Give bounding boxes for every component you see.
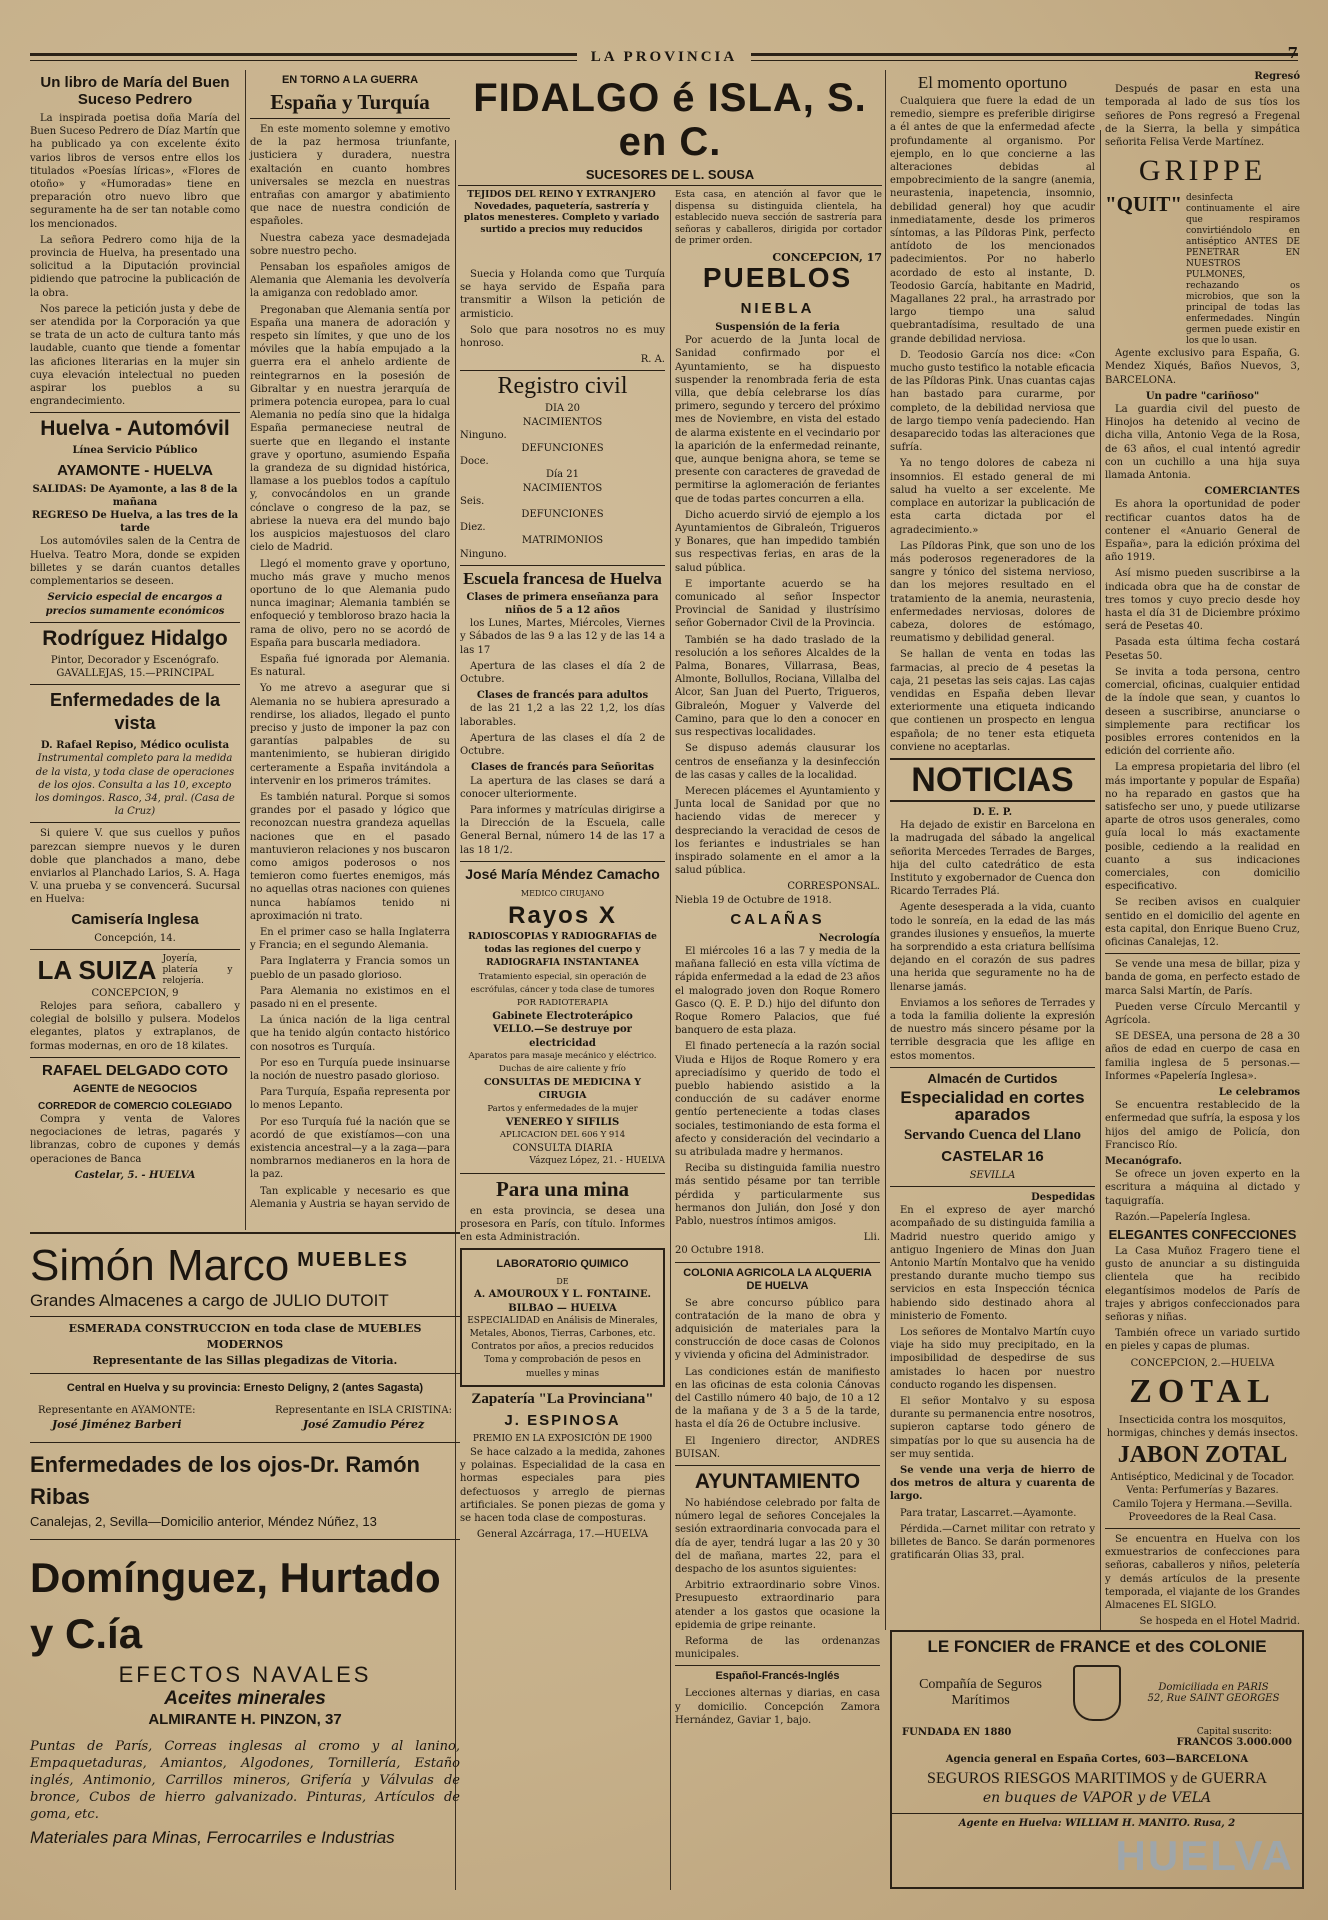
ad-text: Las condiciones están de manifiesto en las oficinas de esta colonia Cánovas del Castillo número 40 bajo, de 10 a 12 de la mañana y de 3 a 5 de la tarde, hasta el día 26 de Octubre inclusive. bbox=[675, 1366, 880, 1431]
divider bbox=[460, 861, 665, 862]
article-paragraph: Ya no tengo dolores de cabeza ni insomnios. El estado general de mi salud ha vuelto a ser excelente. Me complace en autorizar la publicación de esta carta dictada por el agradecimiento.» bbox=[890, 458, 1095, 536]
registry-value: Seis. bbox=[460, 495, 485, 507]
ad-text: Se vende una verja de hierro de dos metros de altura y cuarenta de largo. bbox=[890, 1465, 1095, 1503]
article-paragraph: Solo que para nosotros no es muy honroso. bbox=[460, 324, 665, 350]
ad-header bbox=[30, 954, 240, 987]
ad-text: los Lunes, Martes, Miércoles, Viernes y Sábados de las 9 a las 12 y de las 14 a las 17 bbox=[460, 618, 665, 656]
column-5 bbox=[890, 70, 1095, 1630]
masthead-title: LA PROVINCIA bbox=[590, 48, 738, 65]
ad-headline: Mecanógrafo. bbox=[1105, 1156, 1182, 1167]
article-signature: CORRESPONSAL. bbox=[787, 881, 880, 893]
ad-body bbox=[892, 1659, 1302, 1727]
ad-rep-label: Representante en AYAMONTE: bbox=[38, 1405, 196, 1416]
column-divider bbox=[245, 70, 246, 1230]
ad-text: Gabinete Electroterápico bbox=[492, 1011, 633, 1023]
article-paragraph: Reforma de las ordenanzas municipales. bbox=[675, 1636, 880, 1661]
article-paragraph: También se ha dado traslado de la resolución a los señores Alcaldes de la Palma, Bonares, Villarrasa, Beas, Almonte, Bollullos, Rociana, Villalba del Alcor, San Juan del Puerto, Trigueros, Gibraleón, Moguer y Valverde del Camino, para que lo den a conocer en sus respectivas localidades. bbox=[675, 634, 880, 739]
ad-text: Puntas de París, Correas inglesas al cromo y al lanino, Empaquetaduras, Amiantos, Algodones, Tornillería, Estaño inglés, Antimonio, Carrillos mineros, Grifería y Válvulas de bronce, Cubos de hierro galvanizado. Pinturas, Artículos de goma, etc. bbox=[30, 1739, 460, 1822]
article-headline: Regresó bbox=[1254, 71, 1300, 82]
ad-subtitle: EFECTOS NAVALES bbox=[118, 1662, 372, 1687]
article-headline: El momento oportuno bbox=[917, 73, 1068, 92]
town-headline: NIEBLA bbox=[740, 300, 815, 317]
article-paragraph: Se invita a toda persona, centro comercial, oficinas, cualquier entidad de la índole que sean, y cuantos lo deseen a suscribirse, anunciarse o simplemente para rectificar los posibles errores contenidos en la edición del corriente año. bbox=[1105, 666, 1300, 758]
article-paragraph: España fué ignorada por Alemania. Es natural. bbox=[250, 653, 450, 679]
divider bbox=[30, 822, 240, 823]
article-paragraph: Suecia y Holanda como que Turquía se haya servido de España para transmitir a Wilson la petición de armisticio. bbox=[460, 269, 665, 320]
ad-subtitle: MUEBLES bbox=[297, 1249, 409, 1271]
divider bbox=[30, 622, 240, 623]
article-paragraph: Yo me atrevo a asegurar que si Alemania no se hubiera apresurado a rendirse, los aliados, llegado el punto preciso y justo de imponer la paz con garantías palpables de su mantenimiento, se hubieran dirigido certeramente a España invitándola a intervenir en los primeros trámites. bbox=[250, 683, 450, 787]
ad-address: Castelar, 5. - HUELVA bbox=[74, 1169, 196, 1181]
ad-subtitle: Clases de francés para adultos bbox=[476, 690, 649, 702]
ad-text: El Ingeniero director, ANDRES BUISAN. bbox=[675, 1435, 880, 1460]
article-paragraph: La señora Pedrero como hija de la provincia de Huelva, ha presentado una solicitud a la Diputación provincial pidiendo que patrocine la publicación de la obra. bbox=[30, 234, 240, 299]
article-paragraph: Así mismo pueden suscribirse a la indicada obra que ha de constar de tres tomos y cuyo precio desde hoy hasta el día 31 de Diciembre próximo será de Pesetas 40. bbox=[1105, 568, 1300, 633]
ad-headline: ELEGANTES CONFECCIONES bbox=[1108, 1227, 1297, 1243]
registry-heading: DEFUNCIONES bbox=[521, 509, 604, 521]
section-headline: PUEBLOS bbox=[702, 262, 853, 293]
article-paragraph: Nos parece la petición justa y debe de ser atendida por la Corporación ya que se trata de un acto de cultura tanto más laudable, cuanto que tiende a fomentar las aficiones literarias en la mujer sin cuya elevación intelectual no pueden aspirar los pueblos a su engrandecimiento. bbox=[30, 303, 240, 408]
divider bbox=[460, 565, 665, 566]
ad-text: Grandes Almacenes a cargo de JULIO DUTOIT bbox=[30, 1291, 389, 1310]
ad-text: Antiséptico, Medicinal y de Tocador. Venta: Perfumerías y Bazares. bbox=[1110, 1472, 1295, 1497]
ad-text: FRANCOS 3.000.000 bbox=[1176, 1737, 1292, 1748]
divider bbox=[460, 370, 665, 371]
ad-subtitle: Clases de francés para Señoritas bbox=[470, 762, 655, 774]
article-paragraph: En el expreso de ayer marchó acompañado de su distinguida familia a Madrid nuestro querido amigo y antiguo Ingeniero de Minas don Juan Antonio Martín Montalvo que ha venido prestando durante mucho tiempo sus servicios en esta Inspección técnica habiendo sido destinado ahora al ministerio de Fomento. bbox=[890, 1205, 1095, 1322]
ad-text: Insecticida contra los mosquitos, hormigas, chinches y demás insectos. bbox=[1106, 1414, 1299, 1440]
ad-headline: GRIPPE bbox=[1138, 154, 1267, 188]
ad-headline: Almacén de Curtidos bbox=[927, 1070, 1058, 1086]
ad-text: desinfecta continuamente el aire que respiramos convirtiéndolo en antiséptico ANTES DE PENETRAR EN NUESTROS PULMONES, rechazando os microbios, que son la principal de todas las enfermedades. Ningún germen puede existir en los que lo usan. bbox=[1186, 193, 1300, 347]
ad-headline: José María Méndez Camacho bbox=[465, 865, 660, 882]
ad-text: ESPECIALIDAD en Análisis de Minerales, Metales, Abonos, Tierras, Carbones, etc. bbox=[467, 1315, 658, 1339]
archive-stamp: HUELVA bbox=[1115, 1832, 1294, 1879]
ad-text: ESMERADA CONSTRUCCION en toda clase de MUEBLES MODERNOS bbox=[68, 1322, 422, 1351]
article-paragraph: Arbitrio extraordinario sobre Vinos. Presupuesto extraordinario para atender a los gastos que ocasione la epidemia de gripe reinante. bbox=[675, 1580, 880, 1631]
article-paragraph: Dicho acuerdo sirvió de ejemplo a los Ayuntamientos de Gibraleón, Trigueros y Bonares, que han impedido también sus respectivas ferias, en aras de la salud pública. bbox=[675, 509, 880, 574]
ad-text: Aparatos para masaje mecánico y eléctrico. Duchas de aire caliente y frío bbox=[468, 1050, 657, 1074]
ad-headline: FIDALGO é ISLA, S. en C. bbox=[473, 76, 867, 164]
ad-text: Agente exclusivo para España, G. Mendez Xiqués, Baños Nuevos, 3, BARCELONA. bbox=[1105, 348, 1300, 386]
article-paragraph: Pregonaban que Alemania sentía por España una manera de adoración y respeto sin límites, y que uno de los móviles que la había empujado a la guerra era el anhelo ardiente de reintegrarnos en la posesión de Gibraltar y en nuestra jerarquía de primera potencia europea, para lo cual Alemania no pedía sino que la hidalga España permaneciese neutral de suerte que en llegando el instante grave y oportuno, asumiendo España la grandeza de su dignidad histórica, llamase a los pueblos todos a capítulo y, convocándolos en un grande cónclave o congreso de la paz, se abriese la nueva era del mundo bajo los auspicios majestuosos del claro cielo de Madrid. bbox=[250, 304, 450, 554]
ad-text: Se hace calzado a la medida, zahones y polainas. Especialidad de la casa en hormas especiales para pies defectuosos y arreglo de piernas artificiales. Se ponen piezas de goma y se hacen toda clase de composturas. bbox=[460, 1447, 665, 1525]
article-paragraph: Merecen plácemes el Ayuntamiento y Junta local de Sanidad por que no haciendo vidas de merecer y despreciando la veracidad de cesos de los feriantes e industriales se han inspirado solamente en el amor a la salud pública. bbox=[675, 785, 880, 877]
divider bbox=[30, 1057, 240, 1058]
divider bbox=[30, 949, 240, 950]
article-date: 20 Octubre 1918. bbox=[675, 1245, 765, 1257]
ad-text: Domiciliada en PARIS bbox=[1158, 1682, 1269, 1693]
ad-text: 52, Rue SAINT GEORGES bbox=[1147, 1693, 1280, 1704]
article-headline: España y Turquía bbox=[270, 90, 430, 114]
registry-heading: MATRIMONIOS bbox=[521, 535, 604, 547]
ad-address: General Azcárraga, 17.—HUELVA bbox=[476, 1529, 649, 1541]
divider bbox=[890, 1067, 1095, 1068]
article-signature: R. A. bbox=[640, 354, 665, 366]
ad-text: Si quiere V. que sus cuellos y puños parezcan siempre nuevos y le duren doble que planchados a mano, debe enviarlos al Planchado Larios, S. A. Haga V. una prueba y se convencerá. Sucursal en Huelva: bbox=[30, 828, 240, 906]
registry-value: Doce. bbox=[460, 456, 489, 468]
ad-subtitle: Joyería, platería y relojería. bbox=[162, 953, 233, 986]
ad-headline: Para una mina bbox=[495, 1176, 629, 1201]
ad-text: Apertura de las clases el día 2 de Octubre. bbox=[460, 660, 665, 686]
ad-subtitle: AGENTE de NEGOCIOS bbox=[72, 1082, 198, 1095]
ad-text: Compra y venta de Valores negociaciones de letras, pagarés y libranzas, cobro de cupones y demás operaciones de Banca bbox=[30, 1113, 240, 1165]
divider bbox=[30, 1539, 460, 1540]
registry-heading: NACIMIENTOS bbox=[522, 416, 603, 428]
column-divider bbox=[1100, 130, 1101, 1630]
ad-text: Instrumental completo para la medida de la vista, y toda clase de operaciones de los ojos. Consulta a las 10, excepto los domingos. Rasco, 34, pral. (Casa de la Cruz) bbox=[35, 753, 235, 818]
article-headline: Suspensión de la feria bbox=[715, 322, 840, 333]
ad-schedule: REGRESO De Huelva, a las tres de la tarde bbox=[31, 510, 239, 535]
ad-text: También ofrece un variado surtido en pieles y capas de plumas. bbox=[1105, 1328, 1300, 1353]
article-paragraph: Cualquiera que fuere la edad de un remedio, siempre es preferible dirigirse a él antes de que la enfermedad afecte profundamente al organismo. Por ejemplo, en lo que concierne a las alteraciones debidas al empobrecimiento de la sangre (anemia, neurastenia, inapetencia, insomnio, debilidad general) hoy que acudir inmediatamente, desde los primeros síntomas, a las Píldoras Pink, perfecto antídoto de los mencionados padecimientos. Por no haberlo acordado de esto al instante, D. Teodosio García, habitante en Madrid, Magallanes 22 pral., ha arrastrado por largo tiempo una salud quebrantadísima, resultado de una grande debilidad nerviosa. bbox=[890, 96, 1095, 345]
article-headline: COMERCIANTES bbox=[1204, 486, 1300, 498]
registry-value: Ninguno. bbox=[460, 548, 507, 560]
ad-text: Para tratar, Lascarret.—Ayamonte. bbox=[900, 1507, 1077, 1519]
article-paragraph: Agente desesperada a la vida, cuanto todo le sonreía, en la edad de las más grandes ilusiones y ensueños, la muerte ha sorprendido a esta criatura bellísima dejando en el corazón de sus padres una herida que seguramente no ha de llenarse jamás. bbox=[890, 902, 1095, 993]
ad-headline: Huelva - Automóvil bbox=[40, 417, 230, 441]
article-paragraph: Por acuerdo de la Junta local de Sanidad confirmado por el Ayuntamiento, se ha dispuesto suspender la renombrada feria de esta villa, que debía celebrarse los días primero, segundo y tercero del próximo mes de Noviembre, en vista del estado de alarma existente en el vecindario por la aparición de la enfermedad reinante, que, aunque benigna ahora, se teme se presente con caracteres de gravedad de permitirse la aglomeración de feriantes que de todas partes concurren a ella. bbox=[675, 335, 880, 505]
ad-rep bbox=[275, 1404, 452, 1432]
divider bbox=[1105, 1528, 1300, 1529]
article-paragraph: La empresa propietaria del libro (el más importante y popular de España) no ha reparado en gastos que ha satisfecho ser uno, y puede utilizarse aparte de otros usos generales, como guía local lo más exactamente posible, cediendo a la realidad en cuanto a sus indicaciones comerciales, con domicilio especificativo. bbox=[1105, 762, 1300, 893]
ad-text bbox=[675, 190, 882, 263]
article-paragraph: Se dispuso además clausurar los centros de enseñanza y la desinfección de las casas y calles de la localidad. bbox=[675, 743, 880, 781]
article-paragraph: Las Píldoras Pink, que son uno de los más poderosos regeneradores de la sangre y tónico del sistema nervioso, dan los mejores resultado en el tratamiento de la anemia, neurastenia, enfermedades nerviosas, dolores de cabeza, dolores de estómago, reumatismo y debilidad general. bbox=[890, 540, 1095, 645]
ad-text: Los automóviles salen de la Centra de Huelva. Teatro Mora, donde se expiden billetes y se darán cuantos detalles complementarios se deseen. bbox=[30, 536, 240, 588]
ad-subtitle: Clases de primera enseñanza para niños de 5 a 12 años bbox=[466, 591, 659, 617]
ad-subtitle: MEDICO CIRUJANO bbox=[520, 888, 605, 898]
ad-schedule: SALIDAS: De Ayamonte, a las 8 de la mañana bbox=[32, 483, 238, 508]
article-headline: D. E. P. bbox=[972, 806, 1013, 818]
article-paragraph: Pasada esta última fecha costará Pesetas 50. bbox=[1105, 637, 1300, 662]
registry-date: Día 21 bbox=[545, 469, 580, 481]
divider bbox=[458, 185, 882, 186]
divider bbox=[675, 1665, 880, 1666]
ad-subtitle: J. ESPINOSA bbox=[504, 1411, 621, 1429]
ad-text bbox=[1177, 1727, 1292, 1748]
ad-text: Agencia general en España Cortes, 603—BARCELONA bbox=[945, 1754, 1249, 1765]
ad-text: Esta casa, en atención al favor que le dispensa su distinguida clientela, ha establecido nueva sección de sastrería para señoras y caballeros, dirigida por cortador de primer orden. bbox=[675, 190, 882, 246]
ad-reps bbox=[30, 1398, 460, 1432]
ad-text: Compañía de Seguros Marítimos bbox=[919, 1677, 1042, 1708]
divider bbox=[675, 1262, 880, 1263]
town-headline: CALAÑAS bbox=[730, 910, 825, 928]
ad-text: PREMIO EN LA EXPOSICIÓN DE 1900 bbox=[472, 1433, 653, 1444]
ad-text: Agente en Huelva: WILLIAM H. MANITO. Rusa, 2 bbox=[892, 1813, 1302, 1829]
ad-headline: RAFAEL DELGADO COTO bbox=[41, 1061, 229, 1079]
ad-headline: Enfermedades de los ojos-Dr. Ramón Ribas bbox=[30, 1452, 420, 1509]
ad-text: VENEREO Y SIFILIS bbox=[505, 1116, 620, 1128]
article-paragraph: Nuestra cabeza yace desmadejada sobre nuestro pecho. bbox=[250, 232, 450, 257]
ad-address: Canalejas, 2, Sevilla—Domicilio anterior, Méndez Núñez, 13 bbox=[30, 1514, 377, 1529]
ad-text: Pérdida.—Carnet militar con retrato y billetes de Banco. Se darán pormenores gratificarán Olias 33, pral. bbox=[890, 1523, 1095, 1562]
ad-text: CORREDOR de COMERCIO COLEGIADO bbox=[38, 1100, 232, 1112]
article-paragraph: Para Turquía, España representa por lo menos Lepanto. bbox=[250, 1087, 450, 1112]
ad-text: Toma y comprobación de pesos en muelles y minas bbox=[484, 1355, 641, 1379]
divider bbox=[890, 1186, 1095, 1187]
registry-heading: NACIMIENTOS bbox=[522, 482, 603, 494]
divider bbox=[30, 684, 240, 685]
ad-headline: Especialidad en cortes aparados bbox=[900, 1087, 1085, 1124]
ad-address: Vázquez López, 21. - HUELVA bbox=[529, 1156, 665, 1167]
ad-text: VELLO.—Se destruye por electricidad bbox=[493, 1024, 632, 1049]
ad-text: La Casa Muñoz Fragero tiene el gusto de anunciar a su distinguida clientela que ha recibido elegantísimos modelos de París de trajes y abrigos confeccionados para señoras y niñas. bbox=[1105, 1246, 1300, 1324]
ad-text: TEJIDOS DEL REINO Y EXTRANJERO Novedades, paquetería, sastrería y platos menesteres. Completo y variado surtido a precios muy reducidos bbox=[463, 190, 660, 235]
divider bbox=[30, 1316, 460, 1317]
ad-text: Razón.—Papelería Inglesa. bbox=[1115, 1211, 1251, 1223]
ad-text: SE DESEA, una persona de 28 a 30 años de edad en cuerpo de casa en familia inglesa de 5 personas.—Informes «Papelería Inglesa». bbox=[1105, 1031, 1300, 1082]
article-date: Niebla 19 de Octubre de 1918. bbox=[675, 894, 832, 906]
article-paragraph: Los señores de Montalvo Martín cuyo viaje ha sido muy precipitado, en la imposibilidad de despedirse de sus amistades lo hacen por nuestro conducto rogando les dispensen. bbox=[890, 1327, 1095, 1391]
divider bbox=[675, 1465, 880, 1466]
ad-text: La apertura de las clases se dará a conocer ulteriormente. bbox=[460, 775, 665, 800]
ad-address: CONCEPCION, 2.—HUELVA bbox=[1130, 1357, 1275, 1369]
ad-text: A. AMOUROUX Y L. FONTAINE. bbox=[473, 1289, 652, 1301]
ad-rep bbox=[38, 1404, 196, 1432]
column-divider bbox=[885, 70, 886, 1630]
ad-text: CONSULTA DIARIA bbox=[512, 1143, 613, 1155]
ad-body bbox=[458, 190, 882, 263]
article-paragraph: Por eso en Turquía puede insinuarse la noción de nuestro pasado glorioso. bbox=[250, 1057, 450, 1083]
ad-headline: Escuela francesa de Huelva bbox=[463, 568, 662, 588]
ad-headline: Simón Marco bbox=[30, 1241, 290, 1290]
ad-body bbox=[1105, 193, 1300, 347]
ad-text: FUNDADA EN 1880 bbox=[902, 1727, 1012, 1738]
ad-headline: Domínguez, Hurtado y C.ía bbox=[30, 1554, 441, 1657]
divider bbox=[30, 1442, 460, 1443]
ad-text: DE bbox=[556, 1277, 569, 1287]
registry-date: DIA 20 bbox=[544, 403, 581, 415]
divider bbox=[30, 412, 240, 413]
ad-text: de las 21 1,2 a las 22 1,2, los días laborables. bbox=[460, 703, 665, 728]
article-headline: Un padre "cariñoso" bbox=[1145, 390, 1260, 402]
ad-text: Pueden verse Círculo Mercantil y Agrícola. bbox=[1105, 1001, 1300, 1026]
article-paragraph: Se encuentra en Huelva con los exmuestrarios de confecciones para señoras, caballeros y niños, peletería y demás artículos de la presente temporada, el viajante de los Grandes Almacenes EL SIGLO. bbox=[1105, 1534, 1300, 1612]
ad-headline: ZOTAL bbox=[1129, 1372, 1276, 1410]
ad-text: en esta provincia, se desea una prosesora en París, con título. Informes en esta Administración. bbox=[460, 1205, 665, 1243]
article-headline: Necrología bbox=[818, 932, 880, 944]
ad-line: Línea Servicio Público bbox=[72, 445, 198, 457]
column-1 bbox=[30, 70, 240, 1230]
ad-address: ALMIRANTE H. PINZON, 37 bbox=[148, 1711, 342, 1728]
ad-text: Capital suscrito: bbox=[1196, 1727, 1272, 1737]
ad-rep-name: José Zamudio Pérez bbox=[302, 1418, 425, 1431]
article-paragraph: Enviamos a los señores de Terrades y a toda la familia doliente la expresión de nuestro más sincero pésame por la terrible desgracia que les aflige en estos momentos. bbox=[890, 997, 1095, 1062]
section-headline: Registro civil bbox=[497, 373, 628, 400]
page-number: 7 bbox=[1287, 44, 1298, 62]
ad-text: APLICACION DEL 606 Y 914 bbox=[499, 1129, 626, 1140]
ad-text: Partos y enfermedades de la mujer bbox=[487, 1103, 638, 1114]
article-paragraph: La inspirada poetisa doña María del Buen Suceso Pedrero de Díaz Martín que ha publicado ya con excelente éxito varios libros de versos entre ellos los titulados «Poesías líricas», «Flores de otoño» y «Humoradas» tiene en preparación otro nuevo libro que seguramente ha de ser tan notable como los mencionados. bbox=[30, 113, 240, 230]
ad-row bbox=[892, 1727, 1302, 1748]
column-6 bbox=[1105, 70, 1300, 1630]
column-2 bbox=[250, 70, 450, 1230]
article-paragraph: Reciba su distinguida familia nuestro más sentido pésame por tan terrible pérdida y particularmente sus hermanos don Julián, don José y don Pablo, nuestros íntimos amigos. bbox=[675, 1163, 880, 1227]
ad-address: CONCEPCION, 17 bbox=[772, 250, 882, 264]
registry-value: Ninguno. bbox=[460, 429, 507, 441]
column-divider bbox=[670, 200, 671, 1890]
ad-text: Apertura de las clases el día 2 de Octubre. bbox=[460, 732, 665, 758]
ad-headline: Camisería Inglesa bbox=[71, 910, 199, 928]
article-paragraph: La guardia civil del puesto de Hinojos ha detenido al vecino de dicha villa, Antonio Vega de la Rosa, de 63 años, el cual intentó agredir con un cuchillo a una hija suya llamada Antonia. bbox=[1105, 404, 1300, 482]
bottom-left-ads bbox=[30, 1232, 460, 1892]
masthead bbox=[30, 44, 1298, 66]
section-headline: NOTICIAS bbox=[890, 758, 1095, 802]
article-paragraph: E importante acuerdo se ha comunicado al señor Inspector Provincial de Sanidad y ilustrísimo señor Gobernador Civil de la Provincia. bbox=[675, 578, 880, 630]
ad-name: Servando Cuenca del Llano bbox=[903, 1126, 1082, 1143]
column-3 bbox=[460, 268, 665, 1890]
ad-address: Concepción, 14. bbox=[94, 932, 176, 944]
article-paragraph: Pensaban los españoles amigos de Alemania que Alemania les devolvería la amiganza con redoblado amor. bbox=[250, 262, 450, 300]
simon-header bbox=[30, 1242, 460, 1290]
ad-text: Pintor, Decorador y Escenógrafo. GAVALLEJAS, 15.—PRINCIPAL bbox=[50, 654, 220, 679]
article-paragraph: Se hallan de venta en todas las farmacias, al precio de 4 pesetas la caja, 21 pesetas las seis cajas. Las cajas vendidas en España deben llevar exteriormente una etiqueta indicando que contienen un prospecto en lengua española; de no tener esta etiqueta conviene no aceptarlas. bbox=[890, 649, 1095, 753]
article-paragraph: La única nación de la liga central que ha tenido algún contacto histórico con nosotros es Turquía. bbox=[250, 1015, 450, 1053]
ad-headline: LE FONCIER de FRANCE et des COLONIE bbox=[927, 1637, 1267, 1656]
ad-text: Para informes y matrículas dirigirse a la Dirección de la Escuela, calle General Bernal, número 14 de las 17 a las 18 1/2. bbox=[460, 804, 665, 856]
ad-text: Central en Huelva y su provincia: Ernesto Deligny, 2 (antes Sagasta) bbox=[66, 1382, 424, 1394]
ad-text: en buques de VAPOR y de VELA bbox=[982, 1790, 1212, 1806]
ad-text: D. Rafael Repiso, Médico oculista bbox=[40, 740, 230, 752]
article-paragraph: No habiéndose celebrado por falta de número legal de señores Concejales la sesión extraordinaria convocada para el día de ayer, tendrá lugar a las 20 y 30 del de mañana, martes 22, para el despacho de los asuntos siguientes: bbox=[675, 1498, 880, 1576]
article-paragraph: Ha dejado de existir en Barcelona en la madrugada del sábado la angelical señorita Mercedes Terrades de Barges, hija del culto catedrático de esta Instituto y exgobernador de Cuenca don Ricardo Terrades Plá. bbox=[890, 820, 1095, 898]
article-paragraph: Para Alemania no existimos en el pasado ni en el presente. bbox=[250, 985, 450, 1010]
article-headline: Despedidas bbox=[1031, 1192, 1095, 1204]
ad-address: CASTELAR 16 bbox=[941, 1147, 1044, 1165]
fidalgo-ad bbox=[458, 72, 882, 264]
article-paragraph: Después de pasar en esta una temporada al lado de sus tíos los señores de Pons regresó a Fregenal de la Sierra, la bella y simpática señorita Felisa Verde Martínez. bbox=[1105, 84, 1300, 149]
column-4 bbox=[675, 256, 880, 1890]
article-paragraph: Se reciben avisos en cualquier sentido en el domicilio del agente en esta capital, don Enrique Bueno Cruz, oficinas Canalejas, 12. bbox=[1105, 897, 1300, 948]
article-paragraph: El finado pertenecía a la razón social Viuda e Hijos de Roque Romero y era apreciadísimo y querido de todo el pueblo habiendo asistido a la conducción de su cadáver enorme gentío perteneciente a todas clases sociales, testimoniando de esta forma el afecto y consideración del vecindario a su atribulada madre y hermanos. bbox=[675, 1041, 880, 1158]
ad-text: Tratamiento especial, sin operación de escrófulas, cáncer y toda clase de tumores POR RADIOTERAPIA bbox=[470, 971, 655, 1008]
ad-rep-name: José Jiménez Barberi bbox=[51, 1418, 182, 1431]
ad-text: Contratos por años, a precios reducidos bbox=[471, 1342, 654, 1353]
ad-text bbox=[1133, 1682, 1294, 1704]
ad-headline: JABON ZOTAL bbox=[1117, 1442, 1288, 1469]
ad-headline: LA SUIZA bbox=[37, 954, 157, 985]
divider bbox=[250, 118, 450, 119]
article-paragraph: Tan explicable y necesario es que Alemania y Austria se hayan servido de bbox=[250, 1185, 450, 1210]
ad-route: AYAMONTE - HUELVA bbox=[57, 461, 213, 479]
registry-heading: DEFUNCIONES bbox=[521, 443, 604, 455]
article-paragraph: El miércoles 16 a las 7 y media de la mañana falleció en esta villa víctima de rápida enfermedad a la edad de 23 años el malogrado joven don Roque Romero Gasco (Q. E. P. D.) hijo del difunto don Roque Romero Palacios, que fué banquero de esta plaza. bbox=[675, 945, 880, 1037]
registry-value: Diez. bbox=[460, 522, 486, 534]
article-paragraph: En este momento solemne y emotivo de la paz hermosa triunfante, justiciera y duradera, nuestra exaltación en cuanto hombres universales se mezcla en nuestras entrañas con amargor y abatimiento que nace de nuestra condición de españoles. bbox=[250, 124, 450, 228]
section-headline: AYUNTAMIENTO bbox=[694, 1470, 861, 1494]
article-paragraph: Se encuentra restablecido de la enfermedad que sufría, la esposa y los hijos del amigo de Policía, don Francisco Río. bbox=[1105, 1100, 1300, 1151]
ad-text: Se vende una mesa de billar, piza y banda de goma, en perfecto estado de marca Salsi Martín, de París. bbox=[1105, 959, 1300, 997]
article-paragraph: Es ahora la oportunidad de poder rectificar cuantos datos ha de contener el «Anuario General de España», para la edición próxima del año 1919. bbox=[1105, 499, 1300, 564]
article-paragraph: Se hospeda en el Hotel Madrid. bbox=[1139, 1616, 1300, 1628]
ad-text: BILBAO — HUELVA bbox=[508, 1302, 617, 1314]
ad-text: CONSULTAS DE MEDICINA Y CIRUGIA bbox=[483, 1077, 642, 1102]
ad-subtitle: Aceites minerales bbox=[164, 1688, 326, 1709]
ad-brand: "QUIT" bbox=[1105, 192, 1182, 217]
masthead-rule-left bbox=[30, 53, 577, 61]
ad-headline: Rayos X bbox=[508, 901, 617, 929]
laboratorio-ad bbox=[460, 1248, 665, 1387]
article-headline: Le celebramos bbox=[1218, 1086, 1300, 1098]
article-paragraph: En el primer caso se halla Inglaterra y Francia; en el segundo Alemania. bbox=[250, 926, 450, 952]
ad-city: SEVILLA bbox=[969, 1169, 1016, 1181]
ad-text: Se ofrece un joven experto en la escritura a máquina al dictado y taquigrafía. bbox=[1105, 1169, 1300, 1207]
article-headline: Un libro de María del Buen Suceso Pedrero bbox=[40, 74, 230, 108]
ad-text: Lecciones alternas y diarias, en casa y domicilio. Concepción Zamora Hernández, Gaviar 1, bajo. bbox=[675, 1688, 880, 1726]
article-paragraph: Para Inglaterra y Francia somos un pueblo de un pasado glorioso. bbox=[250, 956, 450, 981]
ad-text: Se abre concurso público para contratación de la mano de obra y adquisición de materiales para la construcción de doce casas de Colonos y vivienda y oficina del Administrador. bbox=[675, 1297, 880, 1362]
ad-rep-label: Representante en ISLA CRISTINA: bbox=[275, 1405, 452, 1416]
ad-headline: COLONIA AGRICOLA LA ALQUERIA DE HUELVA bbox=[683, 1266, 872, 1292]
ad-text: Servicio especial de encargos a precios sumamente económicos bbox=[45, 592, 225, 617]
crest-icon bbox=[1073, 1665, 1121, 1721]
article-paragraph: Llegó el momento grave y oportuno, mucho más grave y mucho menos oportuno de lo que Alemania pudo nunca imaginar; Alemania también se enfoqueció y tembloroso brazo hacia la rama de olivo, pero no se acordó de España para buscarla mediadora. bbox=[250, 558, 450, 649]
ad-headline: Enfermedades de la vista bbox=[49, 690, 221, 734]
article-paragraph: Es también natural. Porque si somos grandes por el pasado y lógico que reconozcan nuestra grandeza aquellas naciones que en el pasado mantuvieron relaciones y nos buscaron como amigos poderosos o nos temieron como fuertes enemigos, más no aquellas otras naciones con quienes nunca habíamos tenido ni aproximación ni trato. bbox=[250, 791, 450, 922]
ad-text: RADIOSCOPIAS Y RADIOGRAFIAS de todas las regiones del cuerpo y RADIOGRAFIA INSTANTANEA bbox=[468, 931, 657, 969]
ad-address: CONCEPCION, 9 bbox=[91, 987, 179, 999]
masthead-rule-right bbox=[751, 53, 1298, 61]
article-paragraph: Por eso Turquía fué la nación que se acordó de que existíamos—con una existencia ancestral—y a la zaga—para nombrarnos medianeros en la hora de la paz. bbox=[250, 1116, 450, 1181]
article-kicker: EN TORNO A LA GUERRA bbox=[281, 74, 419, 86]
divider bbox=[30, 1373, 460, 1374]
ad-address: Camilo Tojera y Hermana.—Sevilla. Proveedores de la Real Casa. bbox=[1112, 1498, 1293, 1523]
ad-text: Representante de las Sillas plegadizas de Vitoria. bbox=[92, 1354, 398, 1367]
ad-text: Relojes para señora, caballero y colegial de bolsillo y pulsera. Modelos elegantes, platos y extraplanos, de formas modernas, en oro de 18 kilates. bbox=[30, 1000, 240, 1052]
ad-text: Materiales para Minas, Ferrocarriles e Industrias bbox=[30, 1828, 395, 1847]
article-paragraph: El señor Montalvo y su esposa durante su permanencia entre nosotros, supieron captarse todo género de simpatías por lo que su ausencia ha de ser muy sentida. bbox=[890, 1396, 1095, 1460]
divider bbox=[1105, 953, 1300, 954]
ad-headline: SEGUROS RIESGOS MARITIMOS y de GUERRA bbox=[926, 1770, 1268, 1787]
ad-headline: Rodríguez Hidalgo bbox=[42, 626, 228, 650]
ad-headline: LABORATORIO QUIMICO bbox=[496, 1258, 629, 1271]
ad-headline: Zapatería "La Provinciana" bbox=[471, 1390, 654, 1407]
ad-subtitle: SUCESORES DE L. SOUSA bbox=[585, 167, 755, 182]
ad-headline: Español-Francés-Inglés bbox=[715, 1670, 840, 1683]
article-signature: Lli. bbox=[863, 1232, 880, 1244]
article-paragraph: D. Teodosio García nos dice: «Con mucho gusto testifico la notable eficacia de las Píldoras Pink. Unas cuantas cajas han bastado para curarme, por completo, de la debilidad nerviosa que de largo tiempo venía padeciendo. Han desaparecido todas las alteraciones que sufría. bbox=[890, 349, 1095, 454]
divider bbox=[460, 1173, 665, 1174]
